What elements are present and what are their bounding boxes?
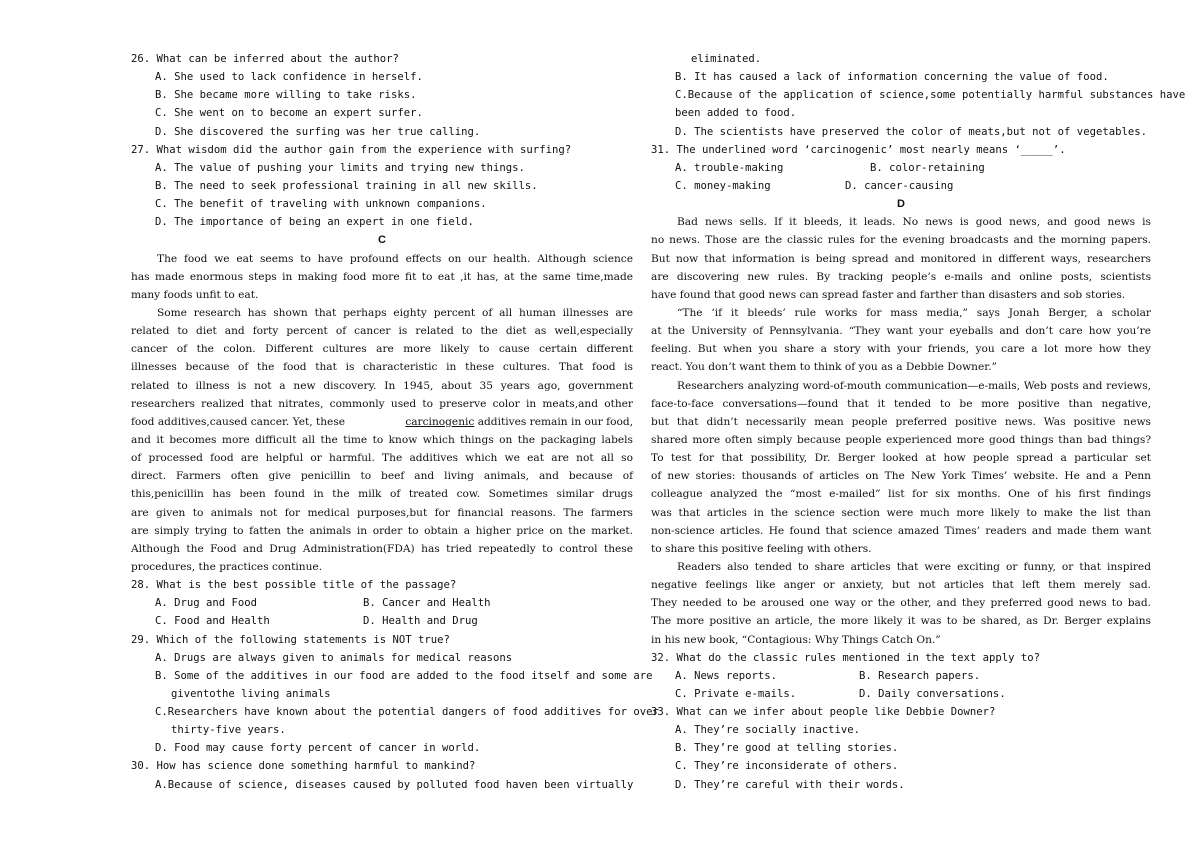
left-column [131,50,659,794]
passage-d-line: was that articles in the science section were much more likely to make the list than [651,506,1151,519]
passage-d-line: non-science articles. He found that science amazed Times’ readers and made them want [651,524,1151,537]
passage-c-line: procedures, the practices continue. [131,560,323,573]
question-33-option-c: C. They’re inconsiderate of others. [675,760,899,773]
passage-c-line: related to diet and forty percent of cancer is related to the diet as well,especially [131,325,633,338]
question-32-option-b: B. Research papers. [859,669,981,682]
passage-c-text: food additives,caused cancer. Yet, these [131,415,346,428]
question-27-option-c: C. The benefit of traveling with unknown companions. [155,198,487,211]
question-29-option-b-cont: giventothe living animals [171,687,331,700]
passage-d-line: feeling. But when you share a story with your friends, you care a lot more how they [651,343,1151,356]
question-26-option-a: A. She used to lack confidence in herself. [155,71,423,84]
question-30-option-c-cont: been added to food. [675,107,797,120]
underlined-word-carcinogenic: carcinogenic [405,415,475,428]
question-31-option-c: C. money-making [675,179,771,192]
passage-c-line: are simply trying to fatten the animals in order to obtain a higher price on the market. [131,524,633,537]
question-26-option-b: B. She became more willing to take risks. [155,89,417,102]
question-29-option-b: B. Some of the additives in our food are added to the food itself and some are [155,669,653,682]
passage-d-line: To test for that possibility, Dr. Berger looked at how people spread a particular set [651,452,1151,465]
question-31-option-d: D. cancer-causing [845,179,954,192]
passage-c-line: of processed food are helpful or harmful. The additives which we eat are not all so [131,452,633,465]
passage-d-line: colleague analyzed the “most e-mailed” list for six months. One of his first findings [651,488,1151,501]
section-c-heading: C [378,234,386,247]
passage-d-line: have found that good news can spread faster and farther than disasters and sob stories. [651,288,1126,301]
question-32-options-row [651,685,1151,703]
question-30-stem: 30. How has science done something harmful to mankind? [131,760,476,773]
passage-d-line: Readers also tended to share articles that were exciting or funny, or that inspired [677,560,1151,573]
passage-c-line: and it becomes more difficult all the time to know which things on the packaging labels [131,433,633,446]
question-33-option-b: B. They’re good at telling stories. [675,742,899,755]
question-31-option-a: A. trouble-making [675,161,784,174]
question-28-option-d: D. Health and Drug [363,615,478,628]
question-33-stem: 33. What can we infer about people like Debbie Downer? [651,706,996,719]
passage-c-line: Although the Food and Drug Administration(FDA) has tried repeatedly to control these [131,542,633,555]
question-31-options-row [651,159,1151,177]
question-27-option-d: D. The importance of being an expert in one field. [155,216,474,229]
question-27-stem: 27. What wisdom did the author gain from the experience with surfing? [131,143,572,156]
question-31-options-row [651,177,1151,195]
passage-d-line: They needed to be aroused one way or the other, and they preferred good news to bad. [651,597,1151,610]
question-28-options-row [131,594,633,612]
passage-c-line [131,413,633,431]
question-28-option-c: C. Food and Health [155,615,270,628]
question-30-option-a-cont: eliminated. [691,53,762,65]
passage-d-line: are discovering new rules. By tracking people’s e-mails and online posts, scientists [651,270,1151,283]
passage-d-line: The more positive an article, the more likely it was to be shared, as Dr. Berger explains [651,615,1151,628]
passage-d-line: no news. Those are the classic rules for the evening broadcasts and the morning papers. [651,234,1151,247]
passage-d-line: of new stories: thousands of articles on The New York Times’ website. He and a Penn [651,470,1151,483]
question-31-option-b: B. color-retaining [870,161,985,174]
passage-d-line: face-to-face conversations—found that it tended to be more positive than negative, [651,397,1151,410]
question-29-option-d: D. Food may cause forty percent of cancer in world. [155,742,481,755]
question-29-option-c-cont: thirty-five years. [171,724,286,737]
passage-c-line: are given to animals not for medical purposes,but for financial reasons. The farmers [131,506,633,519]
passage-d-line: negative feelings like anger or anxiety, but not articles that left them merely sad. [651,579,1151,592]
question-28-option-b: B. Cancer and Health [363,597,491,610]
passage-d-line: shared more often simply because people experienced more good things than bad things? [651,433,1151,446]
question-30-option-d: D. The scientists have preserved the color of meats,but not of vegetables. [675,125,1147,138]
question-33-option-a: A. They’re socially inactive. [675,724,860,737]
question-27-option-b: B. The need to seek professional training in all new skills. [155,179,538,192]
question-29-option-c: C.Researchers have known about the potential dangers of food additives for over [155,706,659,719]
passage-c-line: related to illness is not a new discovery. In 1945, about 35 years ago, government [131,379,633,392]
passage-c-text: additives remain in our food, [474,415,633,428]
question-32-options-row [651,667,1151,685]
question-32-option-c: C. Private e-mails. [675,687,797,700]
right-column [651,50,1186,794]
question-27-option-a: A. The value of pushing your limits and trying new things. [155,161,525,174]
question-32-option-d: D. Daily conversations. [859,687,1006,700]
passage-d-line: But now that information is being spread and monitored in different ways, researchers [651,252,1151,265]
question-33-option-d: D. They’re careful with their words. [675,778,905,791]
question-30-option-b: B. It has caused a lack of information concerning the value of food. [675,71,1109,84]
question-30-option-c: C.Because of the application of science,some potentially harmful substances have [675,89,1186,102]
question-28-option-a: A. Drug and Food [155,597,258,610]
passage-d-line: Researchers analyzing word-of-mouth communication—e-mails, Web posts and reviews, [677,379,1151,392]
question-31-stem: 31. The underlined word ‘carcinogenic’ most nearly means ‘_____’. [651,143,1066,156]
passage-c-line: has made enormous steps in making food more fit to eat ,it has, at the same time,made [131,270,633,283]
passage-c-line: cancer of the colon. Different cultures are more likely to cause certain different [131,343,633,356]
question-29-option-a: A. Drugs are always given to animals for medical reasons [155,651,513,664]
passage-c-line: direct. Farmers often give penicillin to beef and living animals, and because of [131,470,633,483]
passage-d-line: “The ‘if it bleeds’ rule works for mass media,” says Jonah Berger, a scholar [677,306,1151,319]
passage-c-line: this,penicillin has been found in the milk of treated cow. Sometimes similar drugs [131,488,633,501]
passage-c-line: many foods unfit to eat. [131,288,259,301]
question-26-option-c: C. She went on to become an expert surfer. [155,107,423,120]
passage-d-line: in his new book, “Contagious: Why Things Catch On.” [651,633,941,646]
question-26-stem: 26. What can be inferred about the author? [131,53,399,65]
question-32-stem: 32. What do the classic rules mentioned in the text apply to? [651,651,1041,664]
question-29-stem: 29. Which of the following statements is NOT true? [131,633,450,646]
passage-c-line: Some research has shown that perhaps eighty percent of all human illnesses are [157,306,633,319]
passage-d-line: but that didn’t necessarily mean people preferred positive news. Was positive news [651,415,1151,428]
question-32-option-a: A. News reports. [675,669,778,682]
section-d-heading: D [897,198,905,211]
passage-c-line: The food we eat seems to have profound effects on our health. Although science [157,252,633,265]
passage-c-line: researchers realized that nitrates, commonly used to preserve color in meats,and other [131,397,633,410]
question-30-option-a: A.Because of science, diseases caused by polluted food haven been virtually [155,778,634,791]
passage-d-line: react. You don’t want them to think of you as a Debbie Downer.” [651,361,997,374]
question-26-option-d: D. She discovered the surfing was her true calling. [155,125,481,138]
question-28-options-row [131,612,633,630]
passage-d-line: Bad news sells. If it bleeds, it leads. No news is good news, and good news is [677,216,1151,229]
passage-d-line: to share this positive feeling with others. [651,542,872,555]
passage-c-line: illnesses because of the food that is characteristic in these cultures. That food is [131,361,633,374]
passage-d-line: at the University of Pennsylvania. “They want your eyeballs and don’t care how you’re [651,325,1151,338]
question-28-stem: 28. What is the best possible title of the passage? [131,579,457,592]
